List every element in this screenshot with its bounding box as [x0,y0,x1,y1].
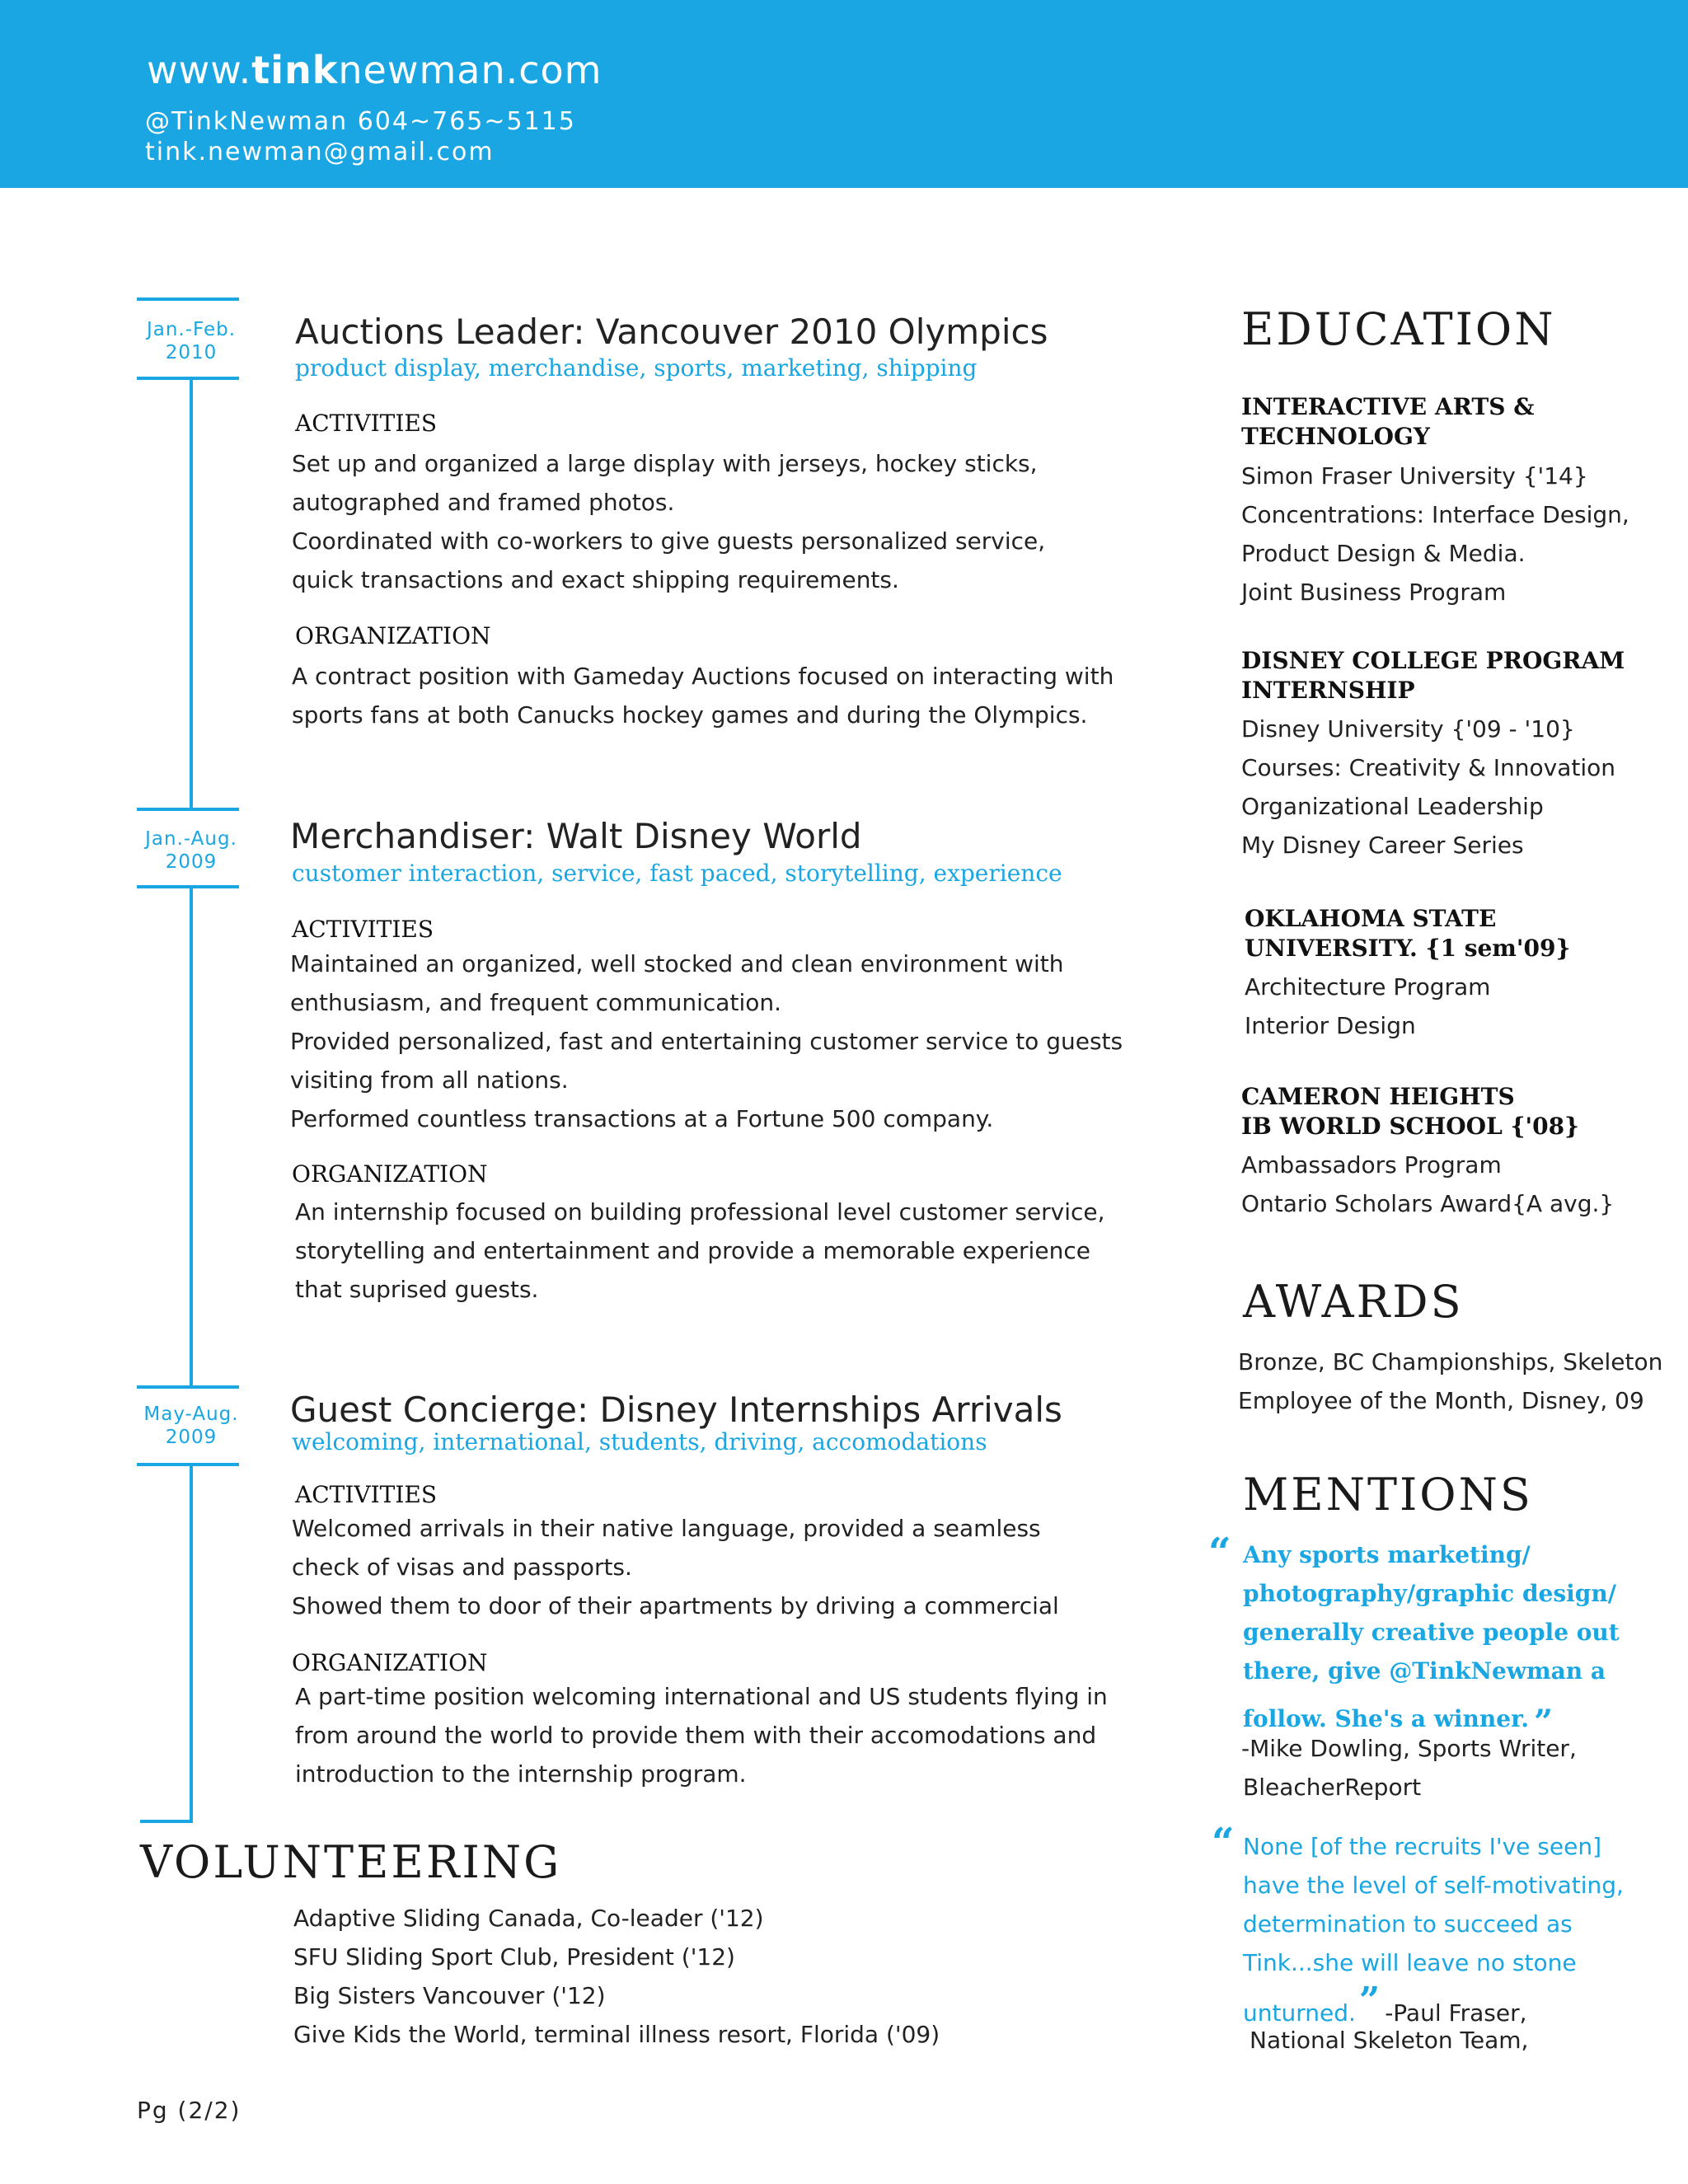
timeline-tick [140,1820,193,1823]
award-item: Bronze, BC Championships, Skeleton [1238,1348,1663,1376]
organization-line: An internship focused on building professional level customer service, [295,1198,1105,1226]
education-detail: Interior Design [1245,1012,1416,1039]
organization-label: ORGANIZATION [295,622,491,649]
activity-line: Set up and organized a large display with jerseys, hockey sticks, [292,450,1038,477]
education-detail: Simon Fraser University {'14} [1241,462,1588,490]
job-tags: product display, merchandise, sports, marketing, shipping [295,354,978,382]
quote-attribution: National Skeleton Team, [1250,2027,1529,2054]
close-quote-icon: ” [1358,1980,1381,2022]
activities-label: ACTIVITIES [292,916,434,943]
timeline-tick [137,298,239,301]
education-detail: Ambassadors Program [1241,1151,1502,1179]
job-title: Merchandiser: Walt Disney World [290,816,862,856]
education-detail: Courses: Creativity & Innovation [1241,754,1616,781]
job-date: Jan.-Aug. 2009 [145,828,237,873]
email[interactable]: tink.newman@gmail.com [145,138,495,166]
quote-line: unturned.” -Paul Fraser, [1243,1980,1527,2027]
activity-line: enthusiasm, and frequent communication. [290,989,781,1016]
quote-line: generally creative people out [1243,1619,1620,1646]
activity-line: quick transactions and exact shipping requirements. [292,566,899,593]
quote-line: Tink...she will leave no stone [1243,1949,1577,1976]
close-quote-icon: ” [1534,1703,1554,1741]
mentions-heading: MENTIONS [1243,1469,1533,1521]
education-detail: Product Design & Media. [1241,540,1526,567]
activities-label: ACTIVITIES [295,1481,438,1508]
quote-line: have the level of self-motivating, [1243,1872,1624,1899]
education-detail: Organizational Leadership [1241,793,1544,820]
volunteer-item: Give Kids the World, terminal illness resort, Florida ('09) [293,2021,940,2048]
activity-line: visiting from all nations. [290,1066,569,1094]
activity-line: check of visas and passports. [292,1554,632,1581]
volunteer-item: SFU Sliding Sport Club, President ('12) [293,1943,735,1971]
activity-line: Provided personalized, fast and entertaining customer service to guests [290,1028,1123,1055]
timeline-line [190,1466,193,1821]
header-banner [0,0,1688,188]
job-title: Guest Concierge: Disney Internships Arrivals [290,1390,1062,1430]
quote-attribution: BleacherReport [1243,1774,1422,1801]
education-name: CAMERON HEIGHTS IB WORLD SCHOOL {'08} [1241,1083,1580,1140]
quote-line: None [of the recruits I've seen] [1243,1833,1601,1860]
organization-label: ORGANIZATION [292,1160,488,1188]
page-number: Pg (2/2) [137,2097,241,2124]
activity-line: Showed them to door of their apartments by driving a commercial [292,1592,1059,1619]
quote-line: follow. She's a winner. ” [1243,1703,1554,1741]
quote-line: Any sports marketing/ [1243,1541,1531,1568]
award-item: Employee of the Month, Disney, 09 [1238,1387,1644,1414]
timeline-tick [137,885,239,888]
organization-line: sports fans at both Canucks hockey games and during the Olympics. [292,701,1088,729]
job-tags: customer interaction, service, fast paced, storytelling, experience [292,860,1062,887]
education-detail: My Disney Career Series [1241,832,1524,859]
quote-line: photography/graphic design/ [1243,1580,1616,1607]
volunteering-heading: VOLUNTEERING [140,1836,562,1888]
quote-line: determination to succeed as [1243,1910,1573,1938]
organization-line: storytelling and entertainment and provide a memorable experience [295,1237,1090,1264]
job-date: Jan.-Feb. 2010 [146,319,237,363]
timeline-line [190,888,193,1386]
organization-line: A contract position with Gameday Auctions focused on interacting with [292,663,1114,690]
education-detail: Architecture Program [1245,973,1491,1001]
education-name: OKLAHOMA STATE UNIVERSITY. {1 sem'09} [1245,905,1571,962]
timeline-tick [137,1463,239,1466]
open-quote-icon: “ [1208,1530,1231,1576]
education-detail: Disney University {'09 - '10} [1241,715,1575,743]
organization-line: introduction to the internship program. [295,1760,747,1788]
job-title: Auctions Leader: Vancouver 2010 Olympics [295,312,1048,352]
job-date: May-Aug. 2009 [143,1404,239,1448]
activities-label: ACTIVITIES [295,410,438,437]
activity-line: Coordinated with co-workers to give guests personalized service, [292,527,1046,555]
timeline-line [190,380,193,808]
organization-line: that suprised guests. [295,1276,539,1303]
quote-attribution: -Mike Dowling, Sports Writer, [1241,1735,1577,1762]
activity-line: autographed and framed photos. [292,489,675,516]
organization-line: A part-time position welcoming international and US students flying in [295,1683,1108,1710]
job-tags: welcoming, international, students, driving, accomodations [292,1428,987,1455]
timeline-tick [137,808,239,811]
education-detail: Ontario Scholars Award{A avg.} [1241,1190,1615,1217]
education-detail: Concentrations: Interface Design, [1241,501,1629,528]
timeline-tick [137,1385,239,1389]
awards-heading: AWARDS [1243,1276,1464,1328]
quote-line: there, give @TinkNewman a [1243,1657,1606,1685]
volunteer-item: Adaptive Sliding Canada, Co-leader ('12) [293,1905,764,1932]
organization-line: from around the world to provide them with their accomodations and [295,1722,1097,1749]
education-heading: EDUCATION [1241,303,1556,355]
activity-line: Welcomed arrivals in their native language, provided a seamless [292,1515,1041,1542]
website-url[interactable]: www.tinknewman.com [147,48,603,92]
contact-line: @TinkNewman 604~765~5115 [145,107,576,136]
timeline-tick [137,377,239,380]
education-name: DISNEY COLLEGE PROGRAM INTERNSHIP [1241,647,1625,704]
open-quote-icon: “ [1212,1820,1235,1866]
organization-label: ORGANIZATION [292,1649,488,1676]
education-detail: Joint Business Program [1241,579,1507,606]
activity-line: Maintained an organized, well stocked and clean environment with [290,950,1064,977]
activity-line: Performed countless transactions at a Fortune 500 company. [290,1105,994,1132]
quote-attribution: -Paul Fraser, [1385,1999,1527,2027]
volunteer-item: Big Sisters Vancouver ('12) [293,1982,606,2009]
education-name: INTERACTIVE ARTS & TECHNOLOGY [1241,393,1535,450]
